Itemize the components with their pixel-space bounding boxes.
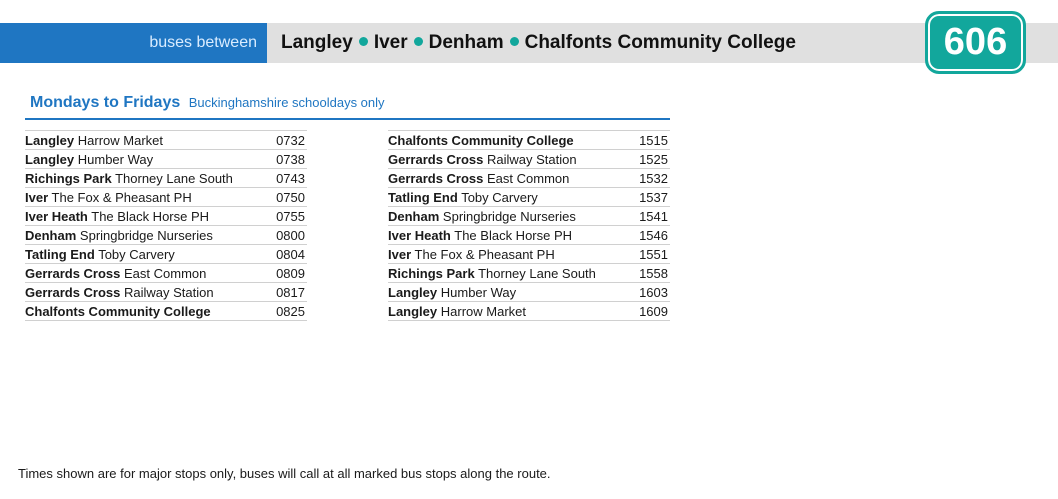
- departure-time: 1541: [633, 207, 670, 226]
- stop-name-cell: [388, 302, 633, 321]
- stop-location: Humber Way: [77, 151, 154, 167]
- route-stop-4: Chalfonts Community College: [524, 32, 796, 53]
- route-number-badge: 606: [925, 11, 1026, 74]
- route-stop-1: Langley: [281, 32, 353, 53]
- stop-location: Springbridge Nurseries: [442, 208, 576, 224]
- stop-town: Denham: [388, 208, 440, 224]
- stop-location: Thorney Lane South: [115, 170, 233, 186]
- stop-name-cell: [25, 131, 270, 150]
- schedule-heading: [30, 94, 385, 112]
- timetable-row: [388, 207, 670, 226]
- departure-time: 1603: [633, 283, 670, 302]
- stop-name-cell: [388, 283, 633, 302]
- departure-time: 0743: [270, 169, 307, 188]
- stop-location: The Black Horse PH: [454, 227, 573, 243]
- timetable-row: [25, 226, 307, 245]
- timetable-row: [25, 131, 307, 150]
- timetable-row: [25, 150, 307, 169]
- stop-location: Harrow Market: [440, 303, 526, 319]
- departure-time: 1537: [633, 188, 670, 207]
- stop-name-cell: [25, 169, 270, 188]
- departure-time: 0732: [270, 131, 307, 150]
- stop-location: The Fox & Pheasant PH: [414, 246, 555, 262]
- stop-town: Langley: [388, 303, 438, 319]
- stop-name-cell: [25, 283, 270, 302]
- schedule-days: Mondays to Fridays: [30, 94, 181, 111]
- stop-town: Gerrards Cross: [25, 284, 121, 300]
- timetable-row: [25, 302, 307, 321]
- stop-town: Langley: [388, 284, 438, 300]
- stop-town: Gerrards Cross: [25, 265, 121, 281]
- timetable-row: [25, 169, 307, 188]
- departure-time: 1609: [633, 302, 670, 321]
- stop-town: Tatling End: [25, 246, 95, 262]
- departure-time: 1515: [633, 131, 670, 150]
- stop-location: The Fox & Pheasant PH: [51, 189, 192, 205]
- stop-name-cell: [388, 169, 633, 188]
- timetable-row: [25, 188, 307, 207]
- schedule-note: Buckinghamshire schooldays only: [188, 95, 385, 110]
- stop-location: Harrow Market: [77, 132, 163, 148]
- route-stops: [281, 23, 796, 63]
- stop-name-cell: [388, 131, 633, 150]
- stop-town: Richings Park: [388, 265, 475, 281]
- return-timetable: [388, 130, 670, 321]
- timetable-row: [25, 207, 307, 226]
- stop-separator-dot: [414, 37, 423, 46]
- timetable-row: [25, 245, 307, 264]
- departure-time: 0809: [270, 264, 307, 283]
- timetable-row: [388, 245, 670, 264]
- stop-name-cell: [25, 226, 270, 245]
- timetable-row: [388, 150, 670, 169]
- stop-town: Langley: [25, 132, 75, 148]
- stop-name-cell: [25, 302, 270, 321]
- heading-rule: [25, 118, 670, 120]
- stop-separator-dot: [510, 37, 519, 46]
- timetable-row: [388, 226, 670, 245]
- stop-town: Denham: [25, 227, 77, 243]
- stop-name-cell: [25, 245, 270, 264]
- departure-time: 0804: [270, 245, 307, 264]
- timetable-row: [25, 264, 307, 283]
- stop-name-cell: [25, 188, 270, 207]
- stop-location: East Common: [124, 265, 207, 281]
- departure-time: 0800: [270, 226, 307, 245]
- stop-town: Tatling End: [388, 189, 458, 205]
- stop-location: East Common: [487, 170, 570, 186]
- departure-time: 0825: [270, 302, 307, 321]
- stop-town: Richings Park: [25, 170, 112, 186]
- departure-time: 0750: [270, 188, 307, 207]
- departure-time: 1558: [633, 264, 670, 283]
- stop-location: Toby Carvery: [98, 246, 175, 262]
- stop-location: Humber Way: [440, 284, 517, 300]
- footnote: Times shown are for major stops only, buses will call at all marked bus stops along the route.: [18, 466, 551, 481]
- departure-time: 0755: [270, 207, 307, 226]
- stop-location: Thorney Lane South: [478, 265, 596, 281]
- timetable-row: [388, 302, 670, 321]
- departure-time: 1532: [633, 169, 670, 188]
- stop-location: Springbridge Nurseries: [79, 227, 213, 243]
- timetable-row: [388, 169, 670, 188]
- stop-location: The Black Horse PH: [91, 208, 210, 224]
- stop-name-cell: [25, 150, 270, 169]
- stop-name-cell: [388, 226, 633, 245]
- stop-location: Railway Station: [124, 284, 214, 300]
- stop-separator-dot: [359, 37, 368, 46]
- route-stop-3: Denham: [428, 32, 504, 53]
- stop-name-cell: [388, 188, 633, 207]
- timetable-row: [25, 283, 307, 302]
- stop-town: Gerrards Cross: [388, 170, 484, 186]
- stop-name-cell: [388, 207, 633, 226]
- stop-town: Gerrards Cross: [388, 151, 484, 167]
- stop-town: Chalfonts Community College: [388, 132, 574, 148]
- stop-town: Iver Heath: [388, 227, 451, 243]
- route-stop-2: Iver: [373, 32, 408, 53]
- departure-time: 0817: [270, 283, 307, 302]
- stop-name-cell: [25, 207, 270, 226]
- outbound-timetable: [25, 130, 307, 321]
- timetable-row: [388, 264, 670, 283]
- departure-time: 1525: [633, 150, 670, 169]
- stop-town: Langley: [25, 151, 75, 167]
- timetable-row: [388, 188, 670, 207]
- stop-name-cell: [388, 264, 633, 283]
- stop-town: Iver Heath: [25, 208, 88, 224]
- stop-town: Iver: [388, 246, 412, 262]
- departure-time: 0738: [270, 150, 307, 169]
- timetable-row: [388, 283, 670, 302]
- stop-town: Chalfonts Community College: [25, 303, 211, 319]
- stop-name-cell: [25, 264, 270, 283]
- stop-name-cell: [388, 150, 633, 169]
- departure-time: 1551: [633, 245, 670, 264]
- header-prefix: buses between: [0, 23, 267, 63]
- stop-name-cell: [388, 245, 633, 264]
- stop-location: Railway Station: [487, 151, 577, 167]
- stop-town: Iver: [25, 189, 49, 205]
- departure-time: 1546: [633, 226, 670, 245]
- timetable-row: [388, 131, 670, 150]
- stop-location: Toby Carvery: [461, 189, 538, 205]
